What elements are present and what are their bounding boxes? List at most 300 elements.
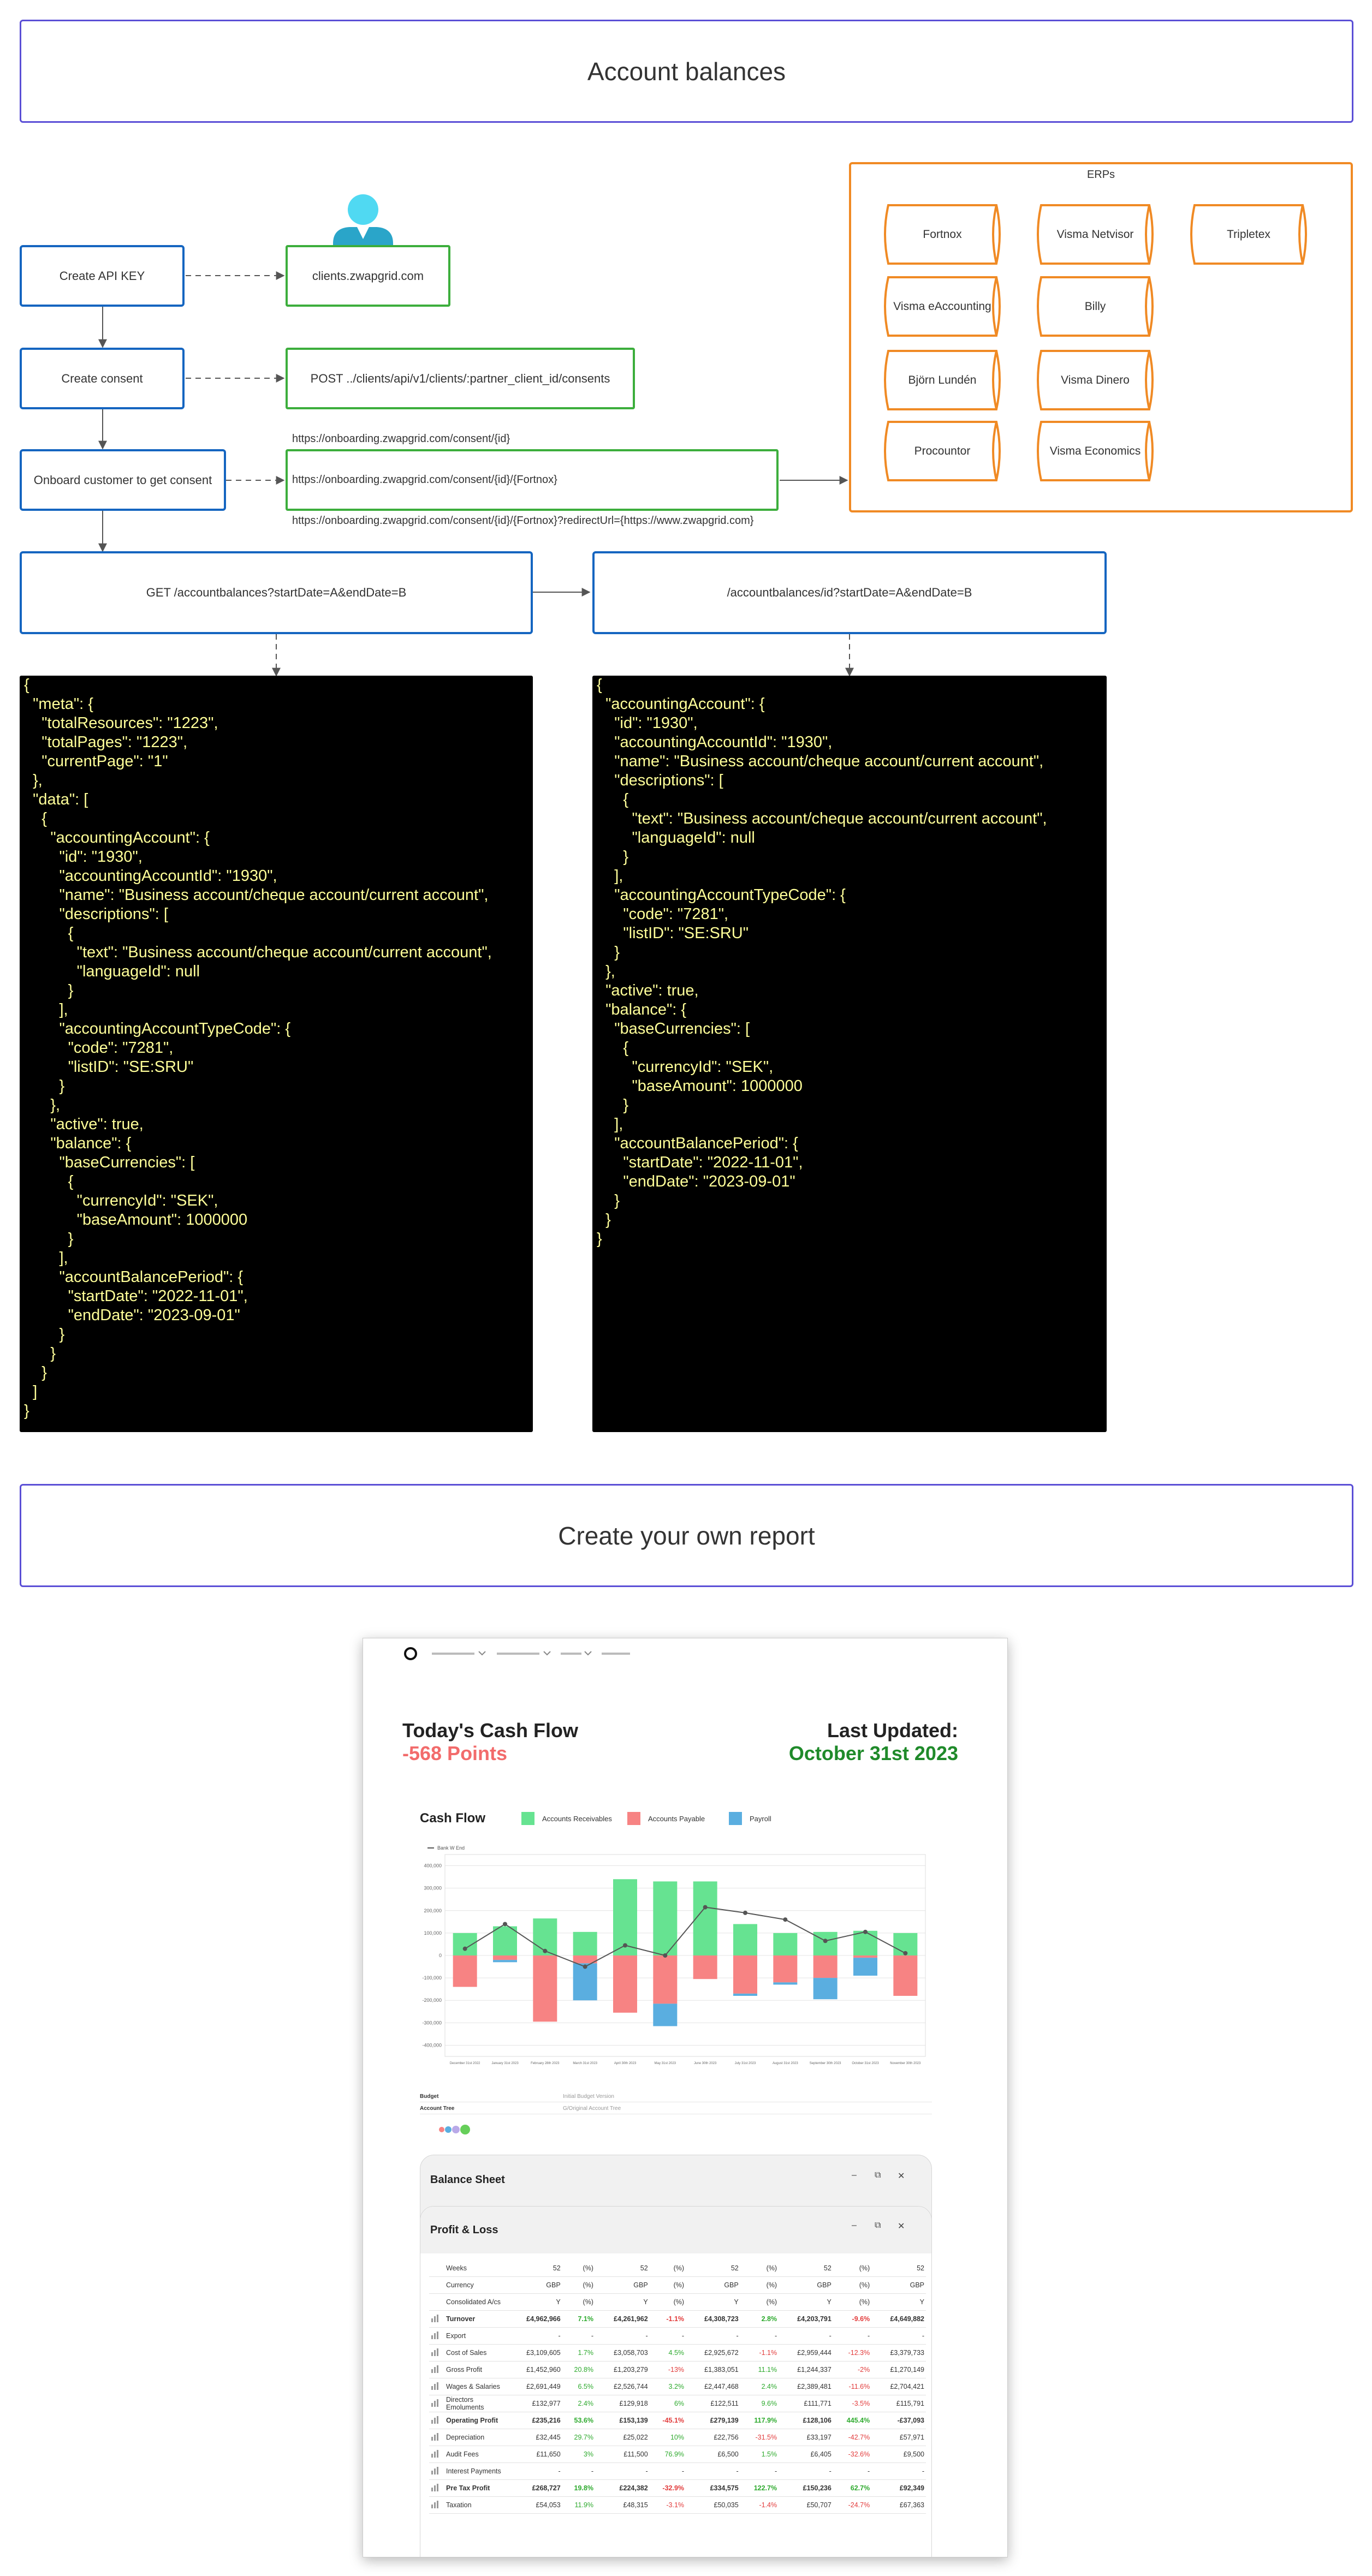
table-row [429,2429,926,2446]
table-cell: 2.4% [740,2378,779,2395]
code-line: "accountBalancePeriod": { [24,1268,243,1286]
bar-payable [893,1955,917,1996]
table-cell: £6,405 [779,2446,833,2463]
erp-name: Billy [1084,300,1106,313]
code-line: ], [597,867,623,885]
row-label: Pre Tax Profit [444,2480,508,2497]
row-label: Wages & Salaries [444,2378,508,2395]
table-cell: £2,447,468 [686,2378,740,2395]
close-icon[interactable]: ✕ [898,2222,905,2231]
row-label: Audit Fees [444,2446,508,2463]
table-cell: £50,707 [779,2497,833,2514]
code-line: "code": "7281", [597,905,729,923]
bank-point [863,1930,868,1934]
table-cell: £11,650 [508,2446,562,2463]
table-cell: - [650,2328,686,2345]
code-line: "id": "1930", [597,714,698,732]
color-dots [437,2123,476,2136]
code-line: ], [597,1116,623,1133]
table-cell: 53.6% [562,2412,595,2429]
x-tick-label: September 30th 2023 [809,2062,841,2065]
table-cell: Y [686,2294,740,2311]
bar-payable [613,1955,637,2013]
table-cell: £111,771 [779,2395,833,2412]
get-accountbalance-by-id-step [592,551,1107,634]
table-cell: £150,236 [779,2480,833,2497]
onboard-customer-step [20,449,226,511]
row-chart-icon[interactable] [429,2328,444,2345]
row-chart-icon[interactable] [429,2395,444,2412]
bar-payable [533,1955,557,2022]
table-cell: £132,977 [508,2395,562,2412]
code-line: "startDate": "2022-11-01", [24,1287,248,1305]
row-label: Taxation [444,2497,508,2514]
table-cell: - [508,2328,562,2345]
get-accountbalance-by-id-label: /accountbalances/id?startDate=A&endDate=B [727,586,972,599]
bar-receivables [493,1927,517,1955]
bar-receivables [733,1924,757,1955]
code-line: "text": "Business account/cheque account/current account", [24,944,492,961]
bank-point [823,1939,828,1943]
table-cell: Y [508,2294,562,2311]
code-line: { [597,676,602,694]
table-cell: (%) [650,2294,686,2311]
bank-point [783,1917,787,1922]
consent-endpoint [286,348,635,409]
erp-name: Visma Netvisor [1056,228,1134,241]
table-cell: -11.6% [833,2378,871,2395]
table-cell: Y [871,2294,926,2311]
table-cell: -24.7% [833,2497,871,2514]
code-line: } [597,1192,620,1209]
table-cell: 11.9% [562,2497,595,2514]
table-row [429,2294,926,2311]
bank-point [463,1947,467,1951]
table-row [429,2480,926,2497]
bar-payroll [733,1994,757,1996]
table-cell: - [650,2463,686,2480]
onboarding-url: https://onboarding.zwapgrid.com/consent/{id}/{Fortnox}?redirectUrl={https://www.zwapgrid.com} [292,515,754,527]
x-tick-label: April 30th 2023 [614,2062,637,2065]
table-cell: £67,363 [871,2497,926,2514]
table-cell: £4,261,962 [595,2311,650,2328]
line-legend-label: Bank W End [437,1845,465,1851]
table-cell: 1.7% [562,2345,595,2362]
row-chart-icon[interactable] [429,2497,444,2514]
y-tick-label: -200,000 [422,1997,442,2003]
row-label: Operating Profit [444,2412,508,2429]
table-cell: 19.8% [562,2480,595,2497]
code-line: { [24,810,47,827]
code-line: } [597,944,620,961]
bank-point [743,1911,747,1915]
code-line: "languageId": null [24,963,200,980]
code-line: "meta": { [24,695,93,713]
clients-endpoint [286,245,450,307]
get-accountbalances-label: GET /accountbalances?startDate=A&endDate=B [146,586,407,599]
bar-payable [813,1955,838,1978]
table-cell: £1,383,051 [686,2362,740,2378]
bank-point [903,1951,907,1955]
code-line: "listID": "SE:SRU" [24,1058,194,1076]
code-line: "listID": "SE:SRU" [597,925,749,942]
table-cell: £4,962,966 [508,2311,562,2328]
table-cell: £25,022 [595,2429,650,2446]
legend-label: Accounts Payable [648,1814,705,1823]
table-cell: (%) [740,2294,779,2311]
table-cell: £3,379,733 [871,2345,926,2362]
table-row [429,2328,926,2345]
table-cell: £57,971 [871,2429,926,2446]
code-line: } [24,1345,56,1362]
erp-item [881,421,1004,481]
bank-line [465,1907,906,1967]
x-tick-label: December 31st 2022 [449,2062,480,2065]
table-cell: 445.4% [833,2412,871,2429]
bar-payable [853,1955,877,1958]
bar-receivables [573,1932,597,1955]
table-cell: - [833,2463,871,2480]
erp-name: Visma Dinero [1061,373,1130,386]
bar-payroll [573,1963,597,2000]
table-cell: £2,704,421 [871,2378,926,2395]
table-cell: 10% [650,2429,686,2446]
budget-label: Budget [420,2094,439,2100]
x-tick-label: March 31st 2023 [573,2062,598,2065]
bar-receivables [853,1931,877,1955]
bar-payroll [493,1960,517,1962]
erps-title: ERPs [1086,169,1115,181]
legend-label: Accounts Receivables [542,1814,612,1823]
row-chart-icon[interactable] [429,2446,444,2463]
restore-icon[interactable]: ⧉ [875,2170,881,2180]
row-label: Export [444,2328,508,2345]
report-points: -568 Points [402,1742,508,1764]
table-cell: - [740,2328,779,2345]
table-row [429,2277,926,2294]
row-label: Gross Profit [444,2362,508,2378]
table-row [429,2378,926,2395]
table-cell: (%) [833,2277,871,2294]
code-line: } [24,1326,65,1343]
table-cell: 3.2% [650,2378,686,2395]
table-cell: -13% [650,2362,686,2378]
table-cell: GBP [779,2277,833,2294]
bar-payable [733,1955,757,1994]
erp-item [1034,421,1157,481]
x-tick-label: June 30th 2023 [693,2062,717,2065]
table-cell: (%) [740,2277,779,2294]
table-cell: - [595,2328,650,2345]
bar-receivables [693,1881,717,1955]
legend-swatch [729,1812,742,1825]
create-api-key-step [20,245,185,307]
profit-loss-table [429,2260,926,2514]
table-cell: (%) [833,2260,871,2277]
table-cell: £32,445 [508,2429,562,2446]
bar-payable [653,1955,677,2003]
code-line: "accountingAccount": { [24,829,210,846]
bank-point [623,1943,627,1948]
row-chart-icon[interactable] [429,2480,444,2497]
report-banner [20,1484,1353,1587]
code-line: "endDate": "2023-09-01" [24,1307,240,1324]
table-cell: (%) [650,2260,686,2277]
table-row [429,2497,926,2514]
legend-swatch [627,1812,640,1825]
legend-receivables [521,1812,612,1825]
table-cell: - [686,2328,740,2345]
row-chart-icon [429,2294,444,2311]
y-tick-label: 100,000 [424,1930,442,1936]
table-cell: 1.5% [740,2446,779,2463]
legend-swatch [521,1812,534,1825]
table-cell: £268,727 [508,2480,562,2497]
last-updated-label: Last Updated: [827,1719,958,1742]
row-label: Turnover [444,2311,508,2328]
minimize-icon[interactable]: – [852,2170,857,2180]
table-cell: £2,691,449 [508,2378,562,2395]
bar-payable [693,1955,717,1979]
row-chart-icon [429,2260,444,2277]
account-tree-row [420,2103,932,2114]
erp-name: Björn Lundén [908,373,977,386]
code-line: "name": "Business account/cheque account/current account", [24,886,489,904]
legend-label: Payroll [750,1814,771,1823]
code-line: } [24,982,74,999]
restore-icon[interactable]: ⧉ [875,2221,881,2230]
consent-endpoint-label: POST ../clients/api/v1/clients/:partner_client_id/consents [310,371,610,385]
profit-loss-title: Profit & Loss [430,2224,498,2236]
code-line: "text": "Business account/cheque account/current account", [597,810,1047,827]
row-label: Cost of Sales [444,2345,508,2362]
code-line: "startDate": "2022-11-01", [597,1154,803,1171]
table-cell: £129,918 [595,2395,650,2412]
profit-loss-panel[interactable] [420,2206,932,2557]
table-cell: 52 [779,2260,833,2277]
table-cell: 2.4% [562,2395,595,2412]
code-line: } [597,848,629,866]
code-line: "name": "Business account/cheque account/current account", [597,753,1044,770]
table-cell: (%) [562,2277,595,2294]
table-cell: £9,500 [871,2446,926,2463]
onboarding-url: https://onboarding.zwapgrid.com/consent/{id} [292,433,510,445]
table-cell: -32.6% [833,2446,871,2463]
table-cell: -3.1% [650,2497,686,2514]
table-cell: £1,244,337 [779,2362,833,2378]
table-cell: £1,203,279 [595,2362,650,2378]
erp-item [1034,350,1157,410]
row-chart-icon[interactable] [429,2362,444,2378]
table-cell: GBP [508,2277,562,2294]
onboarding-urls [286,433,779,527]
table-cell: 11.1% [740,2362,779,2378]
table-cell: £279,139 [686,2412,740,2429]
code-line: "accountingAccountTypeCode": { [24,1020,291,1037]
code-line: "balance": { [597,1001,687,1018]
bar-payroll [853,1958,877,1976]
table-cell: £2,959,444 [779,2345,833,2362]
bar-receivables [773,1933,797,1955]
table-cell: -42.7% [833,2429,871,2446]
table-cell: (%) [562,2294,595,2311]
x-tick-label: August 31st 2023 [772,2062,798,2065]
table-cell: £334,575 [686,2480,740,2497]
row-chart-icon[interactable] [429,2429,444,2446]
table-cell: -45.1% [650,2412,686,2429]
table-cell: 52 [508,2260,562,2277]
table-cell: £3,058,703 [595,2345,650,2362]
create-consent-label: Create consent [61,371,143,385]
table-cell: 52 [686,2260,740,2277]
y-tick-label: -300,000 [422,2020,442,2026]
table-cell: 62.7% [833,2480,871,2497]
cash-flow-chart [412,1844,936,2073]
erp-name: Fortnox [923,228,962,241]
table-cell: £153,139 [595,2412,650,2429]
table-cell: - [779,2463,833,2480]
report-navbar [363,1638,1008,1671]
chart-title: Cash Flow [420,1811,486,1826]
table-cell: 3% [562,2446,595,2463]
code-line: "endDate": "2023-09-01" [597,1173,795,1190]
table-cell: £4,649,882 [871,2311,926,2328]
table-cell: (%) [740,2260,779,2277]
table-cell: £235,216 [508,2412,562,2429]
table-cell: - [686,2463,740,2480]
table-cell: £48,315 [595,2497,650,2514]
row-chart-icon[interactable] [429,2463,444,2480]
table-cell: £4,308,723 [686,2311,740,2328]
code-line: "totalPages": "1223", [24,734,188,751]
row-chart-icon[interactable] [429,2311,444,2328]
table-cell: (%) [650,2277,686,2294]
code-line: "balance": { [24,1135,132,1152]
erp-item [1187,204,1310,265]
row-chart-icon[interactable] [429,2378,444,2395]
x-tick-label: October 31st 2023 [852,2062,879,2065]
bar-payable [773,1955,797,1982]
x-tick-label: January 31st 2023 [491,2062,519,2065]
table-cell: GBP [871,2277,926,2294]
bar-payroll [653,2003,677,2026]
code-line: "languageId": null [597,829,755,846]
code-line: } [24,1077,65,1095]
legend-payable [627,1812,705,1825]
row-chart-icon [429,2277,444,2294]
budget-row [420,2091,932,2102]
bar-receivables [813,1932,838,1955]
table-cell: £122,511 [686,2395,740,2412]
table-row [429,2362,926,2378]
row-label: Interest Payments [444,2463,508,2480]
balance-sheet-title: Balance Sheet [430,2174,505,2186]
table-cell: - [833,2328,871,2345]
report-preview [363,1638,1008,2557]
bar-receivables [453,1933,477,1955]
last-updated-date: October 31st 2023 [788,1742,958,1764]
report-title: Today's Cash Flow [402,1719,578,1742]
json-response-single [592,676,1107,1432]
bank-point [543,1949,547,1953]
table-cell: 122.7% [740,2480,779,2497]
code-line: "descriptions": [ [24,905,168,923]
code-line: "data": [ [24,791,88,808]
code-line: "totalResources": "1223", [24,714,218,732]
table-cell: 52 [871,2260,926,2277]
code-line: }, [597,963,615,980]
account-tree-value: G/Original Account Tree [563,2106,621,2112]
y-tick-label: 400,000 [424,1863,442,1869]
bank-point [503,1922,507,1926]
code-line: } [24,1402,29,1420]
bank-point [663,1953,667,1958]
code-line: ], [24,1001,68,1018]
table-row [429,2311,926,2328]
table-cell: 20.8% [562,2362,595,2378]
table-cell: GBP [686,2277,740,2294]
x-tick-label: February 28th 2023 [531,2062,560,2065]
table-cell: £128,106 [779,2412,833,2429]
table-cell: £2,925,672 [686,2345,740,2362]
y-tick-label: -400,000 [422,2042,442,2048]
code-line: { [24,1173,74,1190]
table-cell: - [871,2463,926,2480]
table-cell: £2,526,744 [595,2378,650,2395]
table-cell: GBP [595,2277,650,2294]
table-cell: £2,389,481 [779,2378,833,2395]
code-line: { [24,925,74,942]
y-tick-label: -100,000 [422,1975,442,1981]
budget-value: Initial Budget Version [563,2094,614,2100]
table-cell: 9.6% [740,2395,779,2412]
table-row [429,2463,926,2480]
code-line: } [597,1230,602,1248]
code-line: { [597,1039,629,1057]
bank-point [583,1965,587,1969]
banner-title: Account balances [587,57,786,86]
table-cell: -32.9% [650,2480,686,2497]
row-chart-icon[interactable] [429,2345,444,2362]
row-chart-icon[interactable] [429,2412,444,2429]
table-cell: £6,500 [686,2446,740,2463]
table-cell: - [562,2463,595,2480]
table-cell: -2% [833,2362,871,2378]
table-cell: £22,756 [686,2429,740,2446]
code-line: } [597,1211,611,1229]
row-label: Consolidated A/cs [444,2294,508,2311]
code-line: } [24,1230,74,1248]
code-line: "id": "1930", [24,848,142,866]
x-tick-label: November 30th 2023 [890,2062,921,2065]
bar-payable [453,1955,477,1987]
close-icon[interactable]: ✕ [898,2172,905,2181]
bar-payroll [773,1982,797,1984]
code-line: "accountingAccount": { [597,695,765,713]
bar-payable [493,1955,517,1960]
table-cell: (%) [562,2260,595,2277]
create-consent-step [20,348,185,409]
code-line: "active": true, [24,1116,144,1133]
code-line: "baseAmount": 1000000 [597,1077,803,1095]
table-cell: - [562,2328,595,2345]
code-line: "baseAmount": 1000000 [24,1211,248,1229]
table-cell: 4.5% [650,2345,686,2362]
table-cell: £224,382 [595,2480,650,2497]
code-line: } [24,1364,47,1381]
minimize-icon[interactable]: – [852,2221,857,2230]
code-line: { [24,676,29,694]
